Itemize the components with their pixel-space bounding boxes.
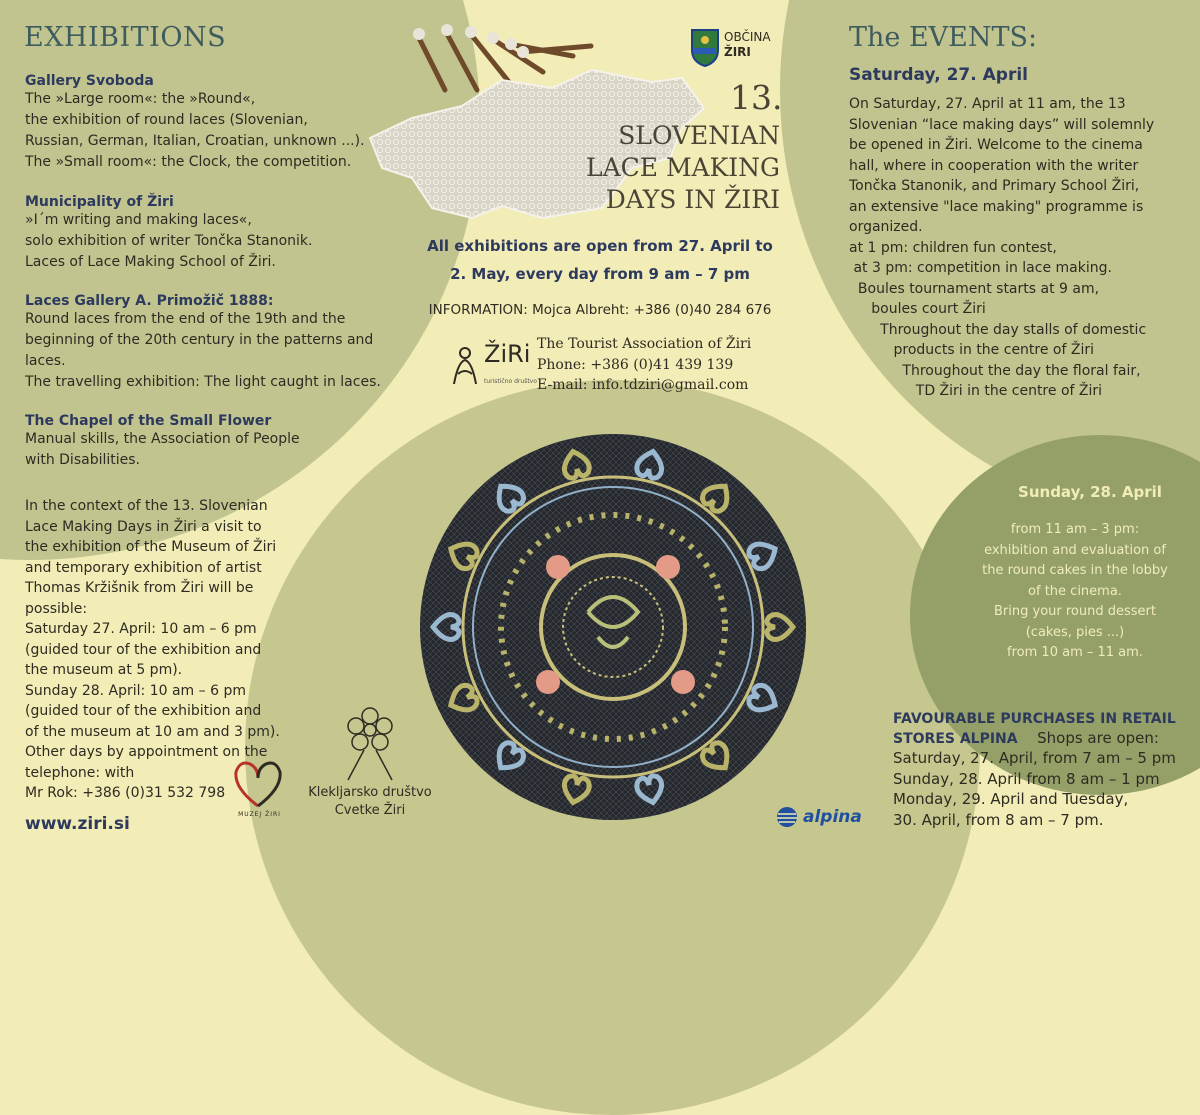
sunday-text: from 11 am – 3 pm: exhibition and evaluation of the round cakes in the lobby of the cinema. Bring your round dessert (cakes, pies ...) from 10 am – 11 am. [982,522,1168,660]
tourist-association-contact: The Tourist Association of Žiri Phone: +386 (0)41 439 139 E-mail: info.tdziri@gmail.com [537,336,752,393]
klekljarsko-drustvo-logo [300,706,440,826]
muzej-heart-icon [228,756,288,810]
section-title: Gallery Svoboda [25,73,154,89]
ziri-logo-subtitle: turistično društvo [484,378,537,385]
edition-number: 13. [730,78,783,117]
favourable-title-text: FAVOURABLE PURCHASES IN RETAIL STORES ALPINA [893,711,1176,747]
ziri-figure-icon [448,344,482,388]
muzej-ziri-logo [228,756,288,822]
section-text: Manual skills, the Association of People with Disabilities. [25,431,300,468]
shops-open-label: Shops are open: [1037,729,1159,747]
obcina-name: ŽIRI [724,45,751,59]
chapel-section [25,413,385,471]
alpina-globe-icon [775,806,799,828]
museum-context-text: In the context of the 13. Slovenian Lace Making Days in Žiri a visit to the exhibition of the Museum of Žiri and temporary exhibition of artist Thomas Kržišnik from Žiri will be possible: Saturday 27. April: 10 am – 6 pm (guided tour of the exhibition and the museum at 5 pm). Sunday 28. April: 10 am – 6 pm (guided tour of the exhibition and of the museum at 10 am and 3 pm). Other days by appointment on the telephone: with Mr Rok: +386 (0)31 532 798 [25,498,280,801]
alpina-logo [775,806,885,830]
obcina-logo [690,26,790,76]
sunday-title: Sunday, 28. April [1018,483,1162,501]
opening-hours: All exhibitions are open from 27. April to 2. May, every day from 9 am – 7 pm [427,237,773,283]
laces-gallery-section [25,293,385,393]
information-contact: INFORMATION: Mojca Albreht: +386 (0)40 284 676 [428,302,772,318]
klekljarsko-drustvo-text: Kleklјarsko društvo Cvetke Žiri [308,785,432,818]
saturday-title: Saturday, 27. April [849,65,1028,85]
page-title: SLOVENIAN LACE MAKING DAYS IN ŽIRI [585,121,780,214]
section-text: Round laces from the end of the 19th and the beginning of the 20th century in the patterns and laces. The travelling exhibition: The light caught in laces. [25,311,381,390]
favourable-purchases-title [893,710,1193,749]
ziri-logo-text: ŽiRi [484,340,531,368]
website-link[interactable]: www.ziri.si [25,814,130,834]
municipality-section [25,194,385,273]
muzej-ziri-text: MUZEJ ŽIRI [238,811,281,818]
lace-flower-icon [300,706,440,784]
section-title: Municipality of Žiri [25,194,174,210]
obcina-label: OBČINA [724,30,771,44]
gallery-svoboda-section [25,73,385,173]
section-text: »I´m writing and making laces«, solo exhibition of writer Tončka Stanonik. Laces of Lace Making School of Žiri. [25,212,313,270]
section-text: The »Large room«: the »Round«, the exhibition of round laces (Slovenian, Russian, German, Italian, Croatian, unknown ...). The »Small room«: the Clock, the competition. [25,91,365,170]
round-lace-doily-image [418,432,808,822]
favourable-purchases-hours: Saturday, 27. April, from 7 am – 5 pm Sunday, 28. April from 8 am – 1 pm Monday, 29. April and Tuesday, 30. April, from 8 am – 7 pm. [893,749,1176,829]
section-title: Laces Gallery A. Primožič 1888: [25,293,274,309]
alpina-logo-text: alpina [803,807,862,827]
saturday-text: On Saturday, 27. April at 11 am, the 13 Slovenian “lace making days” will solemnly be opened in Žiri. Welcome to the cinema hall, where in cooperation with the writer Tončka Stanonik, and Primary School Žiri, an extensive "lace making" programme is organized. at 1 pm: children fun contest, at 3 pm: competition in lace making. Boules tournament starts at 9 am, boules court Žiri Throughout the day stalls of domestic products in the centre of Žiri Throughout the day the floral fair, TD Žiri in the centre of Žiri [849,96,1155,399]
section-title: The Chapel of the Small Flower [25,413,272,429]
events-heading: The EVENTS: [849,22,1038,53]
tourist-association-logo [448,340,538,392]
exhibitions-heading: EXHIBITIONS [24,22,227,53]
